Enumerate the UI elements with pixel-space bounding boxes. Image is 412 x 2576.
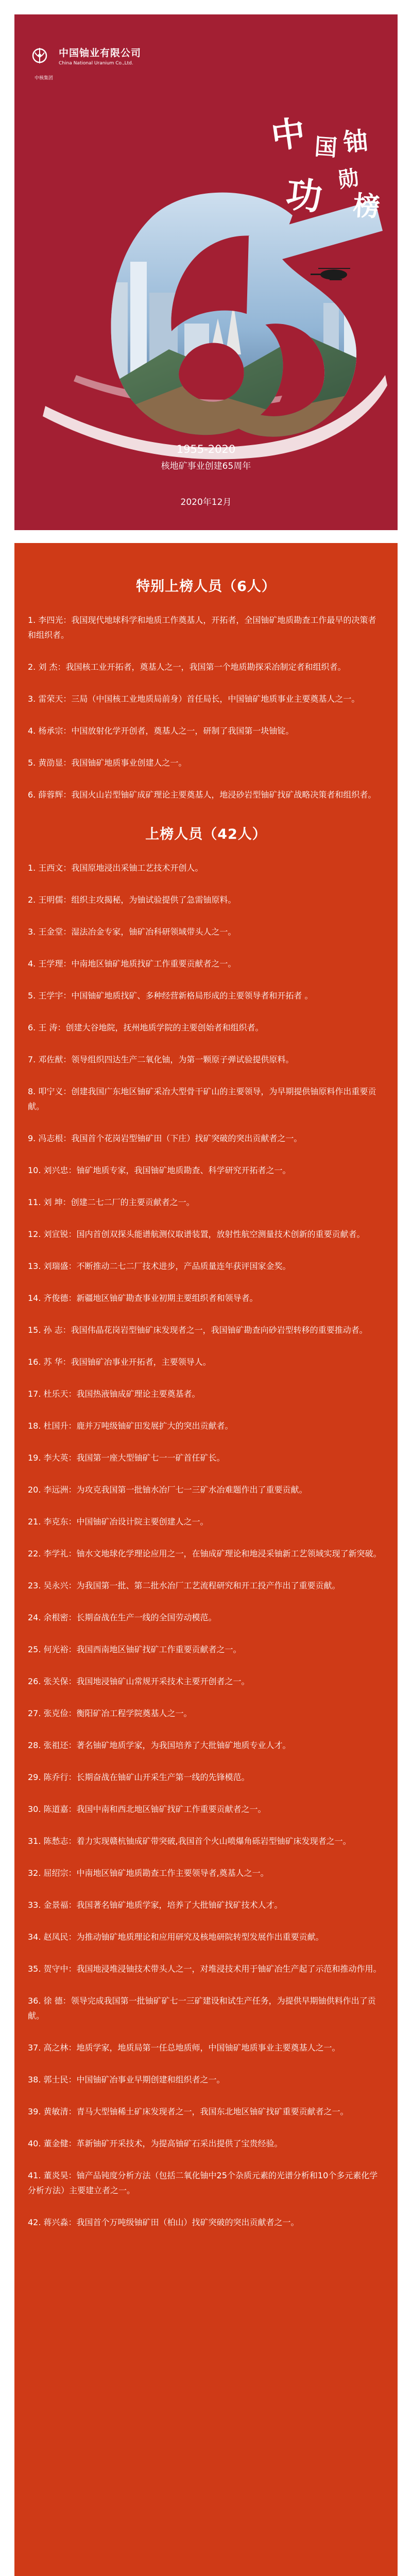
list-item: 34. 赵凤民：为推动铀矿地质理论和应用研究及核地研院转型发展作出重要贡献。 — [28, 1932, 324, 1942]
list-item: 2. 王明儒：组织主攻揭秘，为铀试验提供了急需铀原料。 — [28, 895, 236, 905]
list-item: 38. 郭士民：中国铀矿冶事业早期创建和组织者之一。 — [28, 2075, 225, 2084]
list-item: 39. 黄敏清：青马大型铀稀土矿床发现者之一，我国东北地区铀矿找矿重要贡献者之一。 — [28, 2107, 349, 2116]
slogan-char: 功 — [284, 172, 324, 219]
list-item: 9. 冯志根：我国首个花岗岩型铀矿田（下庄）找矿突破的突出贡献者之一。 — [28, 1133, 302, 1143]
list-item: 16. 苏 华：我国铀矿冶事业开拓者，主要领导人。 — [28, 1357, 211, 1367]
list-item: 2. 刘 杰：我国核工业开拓者，奠基人之一，我国第一个地质勘探采冶制定者和组织者。 — [28, 662, 346, 672]
special-entries — [28, 613, 384, 802]
list-item: 13. 刘瑞盛：不断推动二七二厂技术进步，产品质量连年获评国家金奖。 — [28, 1261, 291, 1271]
company-name-cn: 中国铀业有限公司 — [59, 47, 142, 59]
list-item: 25. 何光裕：我国西南地区铀矿找矿工作重要贡献者之一。 — [28, 1645, 242, 1654]
list-item: 15. 孙 志：我国伟晶花岗岩型铀矿床发现者之一，我国铀矿勘查向砂岩型转移的重要推动者。 — [28, 1325, 368, 1335]
list-item: 31. 陈愁志：着力实现赣杭铀成矿带突破,我国首个火山喷爆角砾岩型铀矿床发现者之一。 — [28, 1836, 351, 1846]
list-item: 35. 贺守中：我国地浸堆浸铀技术带头人之一，对堆浸技术用于铀矿冶生产起了示范和推动作用。 — [28, 1964, 382, 1974]
regular-section-title: 上榜人员（42人） — [145, 826, 267, 842]
slogan-char: 国 — [313, 133, 338, 162]
list-item: 6. 薛蓉辉：我国火山岩型铀矿成矿理论主要奠基人，地浸砂岩型铀矿找矿战略决策者和组织者。 — [28, 790, 376, 800]
list-item: 41. 董炎昊：铀产品钝度分析方法（包括二氧化铀中25个杂质元素的光谱分析和10个多元素化学分析方法）主要建立者之一。 — [28, 2171, 378, 2195]
helicopter-icon — [311, 268, 350, 280]
list-item: 20. 李远洲：为攻克我国第一批铀水冶厂七一三矿水冶难题作出了重要贡献。 — [28, 1485, 307, 1495]
cover-date: 2020年12月 — [180, 497, 232, 507]
list-item: 40. 董金健：革新铀矿开采技术，为提高铀矿石采出提供了宝贵经验。 — [28, 2139, 283, 2148]
year-range: 1955-2020 — [176, 443, 236, 455]
list-item: 1. 李四光：我国现代地球科学和地质工作奠基人，开拓者，全国铀矿地质勘查工作最早的决策者和组织者。 — [28, 615, 376, 640]
list-item: 28. 张祖还：著名铀矿地质学家，为我国培养了大批铀矿地质专业人才。 — [28, 1740, 291, 1750]
list-item: 4. 杨承宗：中国放射化学开创者，奠基人之一，研制了我国第一块铀锭。 — [28, 726, 294, 736]
list-item: 7. 邓佐猷：领导组织四达生产二氧化铀，为第一颗原子弹试验提供原料。 — [28, 1055, 294, 1064]
group-name: 中核集团 — [34, 76, 53, 81]
company-name-en: China National Uranium Co.,Ltd. — [59, 61, 133, 66]
list-item: 11. 刘 坤：创建二七二厂的主要贡献者之一。 — [28, 1197, 195, 1207]
list-item: 5. 黄劭显：我国铀矿地质事业创建人之一。 — [28, 758, 187, 768]
company-logo — [26, 43, 142, 81]
list-item: 17. 杜乐天：我国热液铀成矿理论主要奠基者。 — [28, 1389, 200, 1399]
list-item: 1. 王西文：我国原地浸出采铀工艺技术开创人。 — [28, 863, 203, 873]
list-item: 5. 王学宇：中国铀矿地质找矿、多种经营新格局形成的主要领导者和开拓者 。 — [28, 991, 313, 1001]
list-item: 42. 蒋兴淼：我国首个万吨级铀矿田（柏山）找矿突破的突出贡献者之一。 — [28, 2217, 299, 2227]
regular-entries — [28, 860, 384, 2230]
list-item: 6. 王 涛：创建大谷地院，抚州地质学院的主要创始者和组织者。 — [28, 1023, 264, 1032]
special-section-title: 特别上榜人员（6人） — [136, 579, 276, 595]
cnnc-logo-icon — [26, 43, 54, 71]
list-item: 30. 陈道嘉：我国中南和西北地区铀矿找矿工作重要贡献者之一。 — [28, 1804, 266, 1814]
slogan-char: 铀 — [341, 126, 370, 158]
list-item: 4. 王学理：中南地区铀矿地质找矿工作重要贡献者之一。 — [28, 959, 236, 969]
list-item: 14. 齐俊德：新疆地区铀矿勘查事业初期主要组织者和领导者。 — [28, 1293, 258, 1303]
cover-banner — [14, 14, 398, 530]
slogan-char: 榜 — [352, 190, 381, 223]
list-item: 8. 叩宁义：创建我国广东地区铀矿采冶大型骨干矿山的主要领导，为早期提供铀原料作出重要贡献。 — [28, 1087, 376, 1111]
list-item: 3. 王金堂：湿法冶金专家，铀矿冶科研领域带头人之一。 — [28, 927, 236, 937]
list-item: 29. 陈乔行：长期奋战在铀矿山开采生产第一线的先锋模范。 — [28, 1772, 250, 1782]
slogan-title — [266, 107, 394, 221]
slogan-char: 勋 — [336, 165, 361, 193]
list-item: 36. 徐 德：领导完成我国第一批铀矿矿七一三矿建设和试生产任务，为提供早期铀供料作出了贡献。 — [28, 1996, 376, 2021]
list-item: 26. 张关保：我国地浸铀矿山常规开采技术主要开创者之一。 — [28, 1676, 250, 1686]
anniversary-caption: 核地矿事业创建65周年 — [161, 461, 251, 471]
list-item: 22. 李学礼：铀水文地球化学理论应用之一，在铀成矿理论和地浸采铀新工艺领域实现了新突破。 — [28, 1549, 382, 1558]
list-item: 19. 李大英：我国第一座大型铀矿七一一矿首任矿长。 — [28, 1453, 225, 1463]
list-item: 21. 李克东：中国铀矿冶设计院主要创建人之一。 — [28, 1517, 209, 1527]
list-item: 10. 刘兴忠：铀矿地质专家，我国铀矿地质勘查、科学研究开拓者之一。 — [28, 1165, 291, 1175]
list-item: 23. 吴永兴：为我国第一批、第二批水冶厂工艺流程研究和开工投产作出了重要贡献。 — [28, 1581, 340, 1590]
list-item: 27. 张克俭：衡阳矿冶工程学院奠基人之一。 — [28, 1708, 192, 1718]
list-item: 24. 余根密：长期奋战在生产一线的全国劳动模范。 — [28, 1613, 217, 1622]
honor-list — [14, 543, 398, 2576]
list-item: 33. 金景福：我国著名铀矿地质学家，培养了大批铀矿找矿技术人才。 — [28, 1900, 283, 1910]
list-item: 12. 刘宣锐：国内首创双探头能谱航测仪取谱装置，放射性航空测量技术创新的重要贡献者。 — [28, 1229, 365, 1239]
list-item: 32. 屈绍宗：中南地区铀矿地质勘查工作主要领导者,奠基人之一。 — [28, 1868, 269, 1878]
list-item: 37. 高之林：地质学家，地质局第一任总地质师，中国铀矿地质事业主要奠基人之一。 — [28, 2043, 340, 2053]
list-item: 3. 雷荣天：三局（中国核工业地质局前身）首任局长，中国铀矿地质事业主要奠基人之一。 — [28, 694, 360, 704]
list-item: 18. 杜国升：鹿并万吨级铀矿田发展扩大的突出贡献者。 — [28, 1421, 233, 1431]
slogan-char: 中 — [268, 112, 308, 157]
